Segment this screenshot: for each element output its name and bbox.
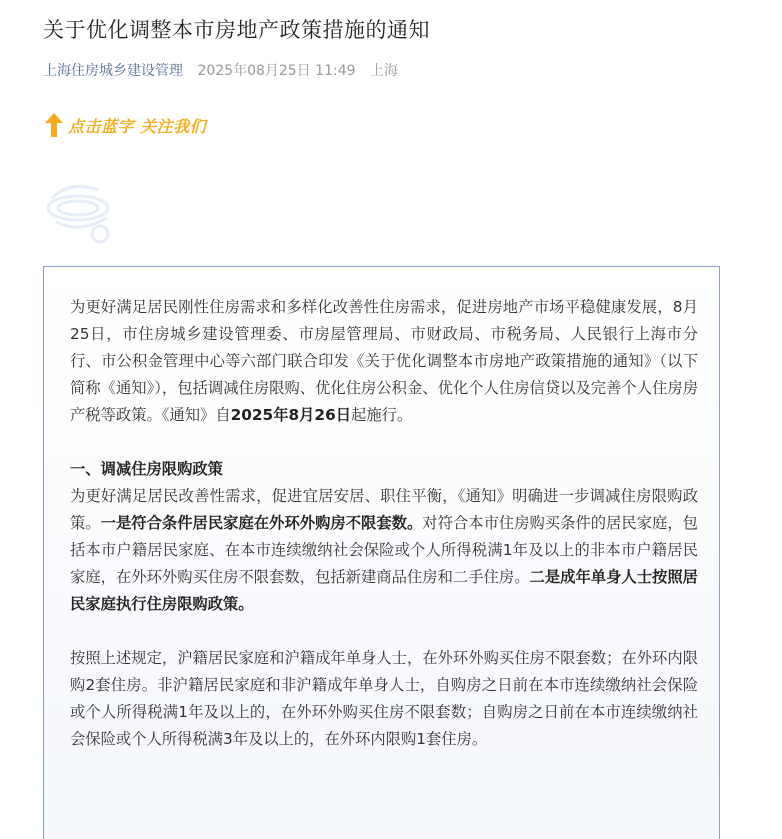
up-arrow-icon xyxy=(44,112,64,138)
highlight-point-1: 一是符合条件居民家庭在外环外购房不限套数。 xyxy=(100,514,423,532)
purchase-limit-detail: 对符合本市住房购买条件的居民家庭，包括本市户籍居民家庭、在本市连续缴纳社会保险或个人所得税满1年及以上的非本市户籍居民家庭，在外环外购买住房不限套数，包括新建商品住房和二手住房。 xyxy=(70,514,698,586)
publish-date: 2025年08月25日 11:49 xyxy=(197,63,356,79)
intro-text: 为更好满足居民刚性住房需求和多样化改善性住房需求，促进房地产市场平稳健康发展，8月25日，市住房城乡建设管理委、市房屋管理局、市财政局、市税务局、人民银行上海市分行、市公积金管理中心等六部门联合印发《关于优化调整本市房地产政策措施的通知》（以下简称《通知》），包括调减住房限购、优化住房公积金、优化个人住房信贷以及完善个人住房房产税等政策。《通知》自 xyxy=(70,298,698,424)
publish-location: 上海 xyxy=(369,63,398,79)
intro-text-end: 起施行。 xyxy=(351,406,413,424)
article-title: 关于优化调整本市房地产政策措施的通知 xyxy=(43,18,430,42)
highlight-point-2: 二是成年单身人士按照居民家庭执行住房限购政策。 xyxy=(70,568,698,613)
follow-text: 点击蓝字 关注我们 xyxy=(68,116,207,136)
paragraph-rules: 按照上述规定，沪籍居民家庭和沪籍成年单身人士，在外环外购买住房不限套数；在外环内限购2套住房。非沪籍居民家庭和非沪籍成年单身人士，自购房之日前在本市连续缴纳社会保险或个人所得税满1年及以上的，在外环外购买住房不限套数；自购房之日前在本市连续缴纳社会保险或个人所得税满3年及以上的，在外环内限购1套住房。 xyxy=(70,649,698,748)
author-link[interactable]: 上海住房城乡建设管理 xyxy=(43,63,183,79)
article-body-card xyxy=(43,266,720,839)
purchase-limit-text: 为更好满足居民改善性需求，促进宜居安居、职住平衡，《通知》明确进一步调减住房限购政策。 xyxy=(70,487,698,532)
section-heading-1: 一、调减住房限购政策 xyxy=(70,460,223,478)
paragraph-intro xyxy=(70,294,698,429)
follow-banner[interactable] xyxy=(44,112,206,138)
decorative-illustration xyxy=(40,178,120,248)
paragraph-purchase-limit xyxy=(70,483,698,618)
article-body xyxy=(70,294,698,753)
effective-date: 2025年8月26日 xyxy=(230,406,352,424)
article-meta xyxy=(43,60,398,80)
